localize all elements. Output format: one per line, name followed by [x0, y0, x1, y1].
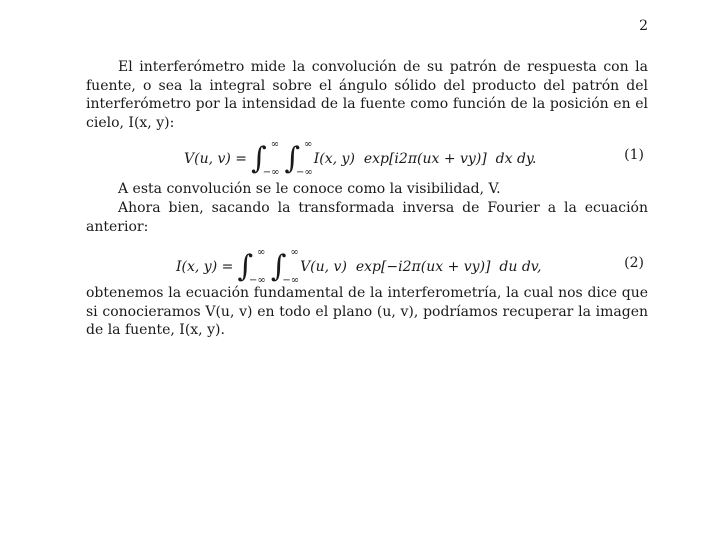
- equation-lhs: I(x, y) =: [176, 259, 234, 275]
- paragraph-fundamental-equation: obtenemos la ecuación fundamental de la interferometría, la cual nos dice que si conocieramos V(u, v) en todo el plano (u, v), podríamos recuperar la imagen de la fuente, I(x, y).: [86, 285, 648, 339]
- integral-sign: ∫ ∞ −∞: [284, 139, 313, 178]
- equation-number: (1): [624, 147, 644, 163]
- integral-upper-limit: ∞: [270, 139, 280, 150]
- paragraph-convolution: El interferómetro mide la convolución de su patrón de respuesta con la fuente, o sea la integral sobre el ángulo sólido del producto del patrón del interferómetro por la intensidad de la fuente como función de la posición en el cielo, I(x, y):: [86, 59, 648, 131]
- equation-number: (2): [624, 255, 644, 271]
- equation-integrand: V(u, v) exp[−i2π(ux + vy)] du dv,: [300, 259, 542, 275]
- integral-sign: ∫ ∞ −∞: [270, 247, 300, 286]
- paragraph-visibility: A esta convolución se le conoce como la visibilidad, V.: [118, 181, 501, 197]
- paragraph-inverse-fourier: Ahora bien, sacando la transformada inversa de Fourier a la ecuación anterior:: [86, 200, 648, 235]
- equation-integrand: I(x, y) exp[i2π(ux + vy)] dx dy.: [313, 151, 537, 167]
- integral-upper-limit: ∞: [304, 139, 313, 150]
- integral-upper-limit: ∞: [290, 247, 299, 258]
- integral-upper-limit: ∞: [256, 247, 266, 258]
- equation-visibility: [86, 130, 648, 178]
- equation-intensity: [86, 238, 648, 286]
- integral-lower-limit: −∞: [296, 167, 313, 178]
- integral-sign: ∫ ∞ −∞: [237, 247, 266, 286]
- equation-lhs: V(u, v) =: [184, 151, 248, 167]
- integral-lower-limit: −∞: [248, 275, 266, 286]
- integral-lower-limit: −∞: [282, 275, 300, 286]
- integral-lower-limit: −∞: [262, 167, 280, 178]
- integral-sign: ∫ ∞ −∞: [251, 139, 280, 178]
- page-number: 2: [639, 18, 648, 34]
